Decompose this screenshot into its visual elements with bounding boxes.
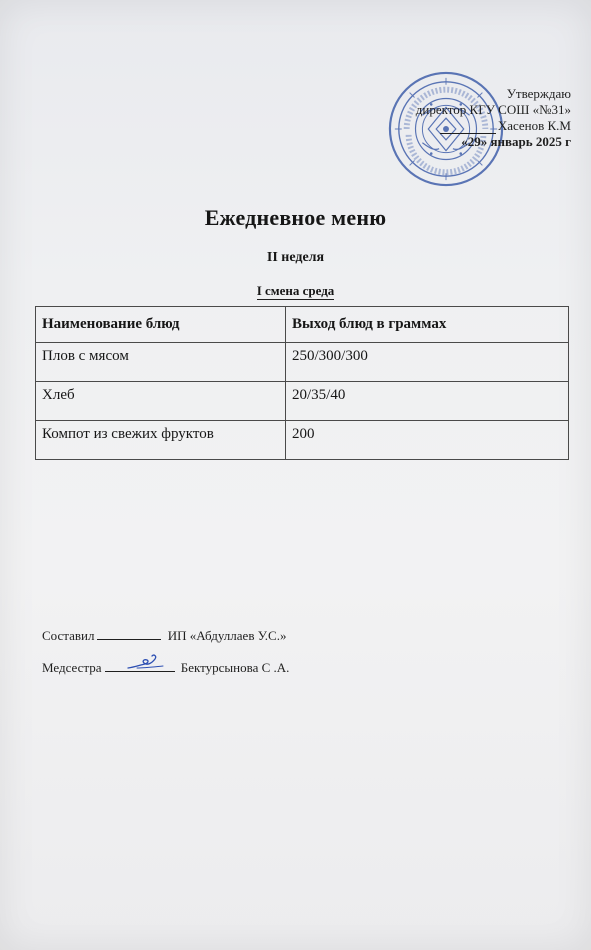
shift-subtitle xyxy=(0,283,591,299)
approval-name: Хасенов К.М xyxy=(497,118,571,133)
nurse-signature-line xyxy=(105,659,175,672)
shift-label: I смена среда xyxy=(256,283,335,298)
approval-name-row xyxy=(361,118,571,134)
signature-icon xyxy=(125,651,167,673)
approval-date: «29» январь 2025 г xyxy=(461,134,571,149)
header-dish-name: Наименование блюд xyxy=(36,307,286,343)
table-row xyxy=(36,343,569,382)
approval-signature-line xyxy=(440,122,496,134)
compiled-label: Составил xyxy=(42,628,95,643)
dish-name-cell: Хлеб xyxy=(36,382,286,421)
table-row xyxy=(36,382,569,421)
dish-output-cell: 20/35/40 xyxy=(286,382,569,421)
table-row xyxy=(36,421,569,460)
nurse-label: Медсестра xyxy=(42,660,102,675)
menu-table xyxy=(35,306,569,460)
header-output-grams: Выход блюд в граммах xyxy=(286,307,569,343)
nurse-name: Бектурсынова С .А. xyxy=(180,660,290,675)
compiled-by: ИП «Абдуллаев У.С.» xyxy=(167,628,287,643)
table-header-row xyxy=(36,307,569,343)
dish-output-cell: 250/300/300 xyxy=(286,343,569,382)
week-subtitle: II неделя xyxy=(266,250,325,265)
dish-name-cell: Плов с мясом xyxy=(36,343,286,382)
approval-director: директор КГУ СОШ «№31» xyxy=(415,102,571,117)
dish-output-cell: 200 xyxy=(286,421,569,460)
compiled-signature-line xyxy=(97,627,161,640)
approval-approve: Утверждаю xyxy=(506,86,571,101)
nurse-line xyxy=(42,659,289,676)
compiled-by-line xyxy=(42,627,286,644)
dish-name-cell: Компот из свежих фруктов xyxy=(36,421,286,460)
approval-block xyxy=(361,86,571,150)
page-title: Ежедневное меню xyxy=(204,205,387,230)
